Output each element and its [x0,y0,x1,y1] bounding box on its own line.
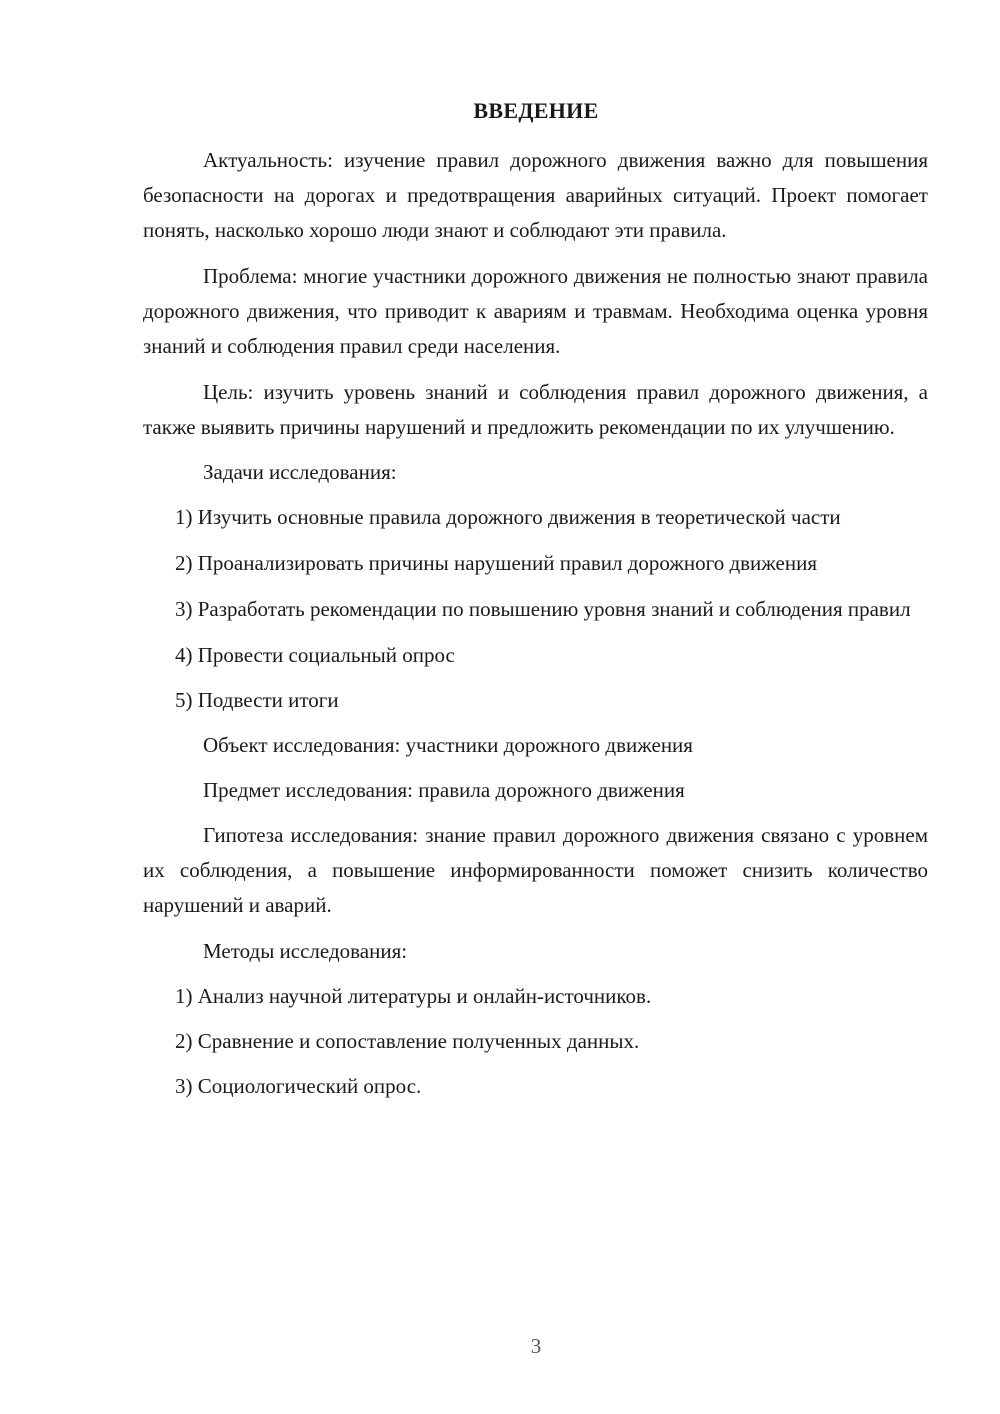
task-item: 2) Проанализировать причины нарушений правил дорожного движения [175,551,817,575]
relevance-paragraph: Актуальность: изучение правил дорожного движения важно для повышения безопасности на дорогах и предотвращения аварийных ситуаций. Проект помогает понять, насколько хорошо люди знают и соблюдают эти правила. [143,148,928,242]
object-paragraph: Объект исследования: участники дорожного движения [203,733,693,757]
method-item: 2) Сравнение и сопоставление полученных данных. [175,1029,640,1053]
task-item: 1) Изучить основные правила дорожного движения в теоретической части [175,505,841,529]
task-item: 3) Разработать рекомендации по повышению уровня знаний и соблюдения правил [175,597,911,621]
methods-heading: Методы исследования: [203,939,408,963]
problem-paragraph: Проблема: многие участники дорожного движения не полностью знают правила дорожного движения, что приводит к авариям и травмам. Необходима оценка уровня знаний и соблюдения правил среди населения. [143,264,928,358]
method-item: 3) Социологический опрос. [175,1074,422,1098]
page-number: 3 [530,1334,542,1358]
task-item: 4) Провести социальный опрос [175,643,455,667]
hypothesis-paragraph: Гипотеза исследования: знание правил дорожного движения связано с уровнем их соблюдения, а повышение информированности поможет снизить количество нарушений и аварий. [143,823,928,917]
method-item: 1) Анализ научной литературы и онлайн-источников. [175,984,652,1008]
goal-paragraph: Цель: изучить уровень знаний и соблюдения правил дорожного движения, а также выявить причины нарушений и предложить рекомендации по их улучшению. [143,380,928,439]
page-title: ВВЕДЕНИЕ [473,98,599,123]
tasks-heading: Задачи исследования: [203,460,397,484]
document-body [143,143,928,1104]
task-item: 5) Подвести итоги [175,688,339,712]
subject-paragraph: Предмет исследования: правила дорожного движения [203,778,685,802]
